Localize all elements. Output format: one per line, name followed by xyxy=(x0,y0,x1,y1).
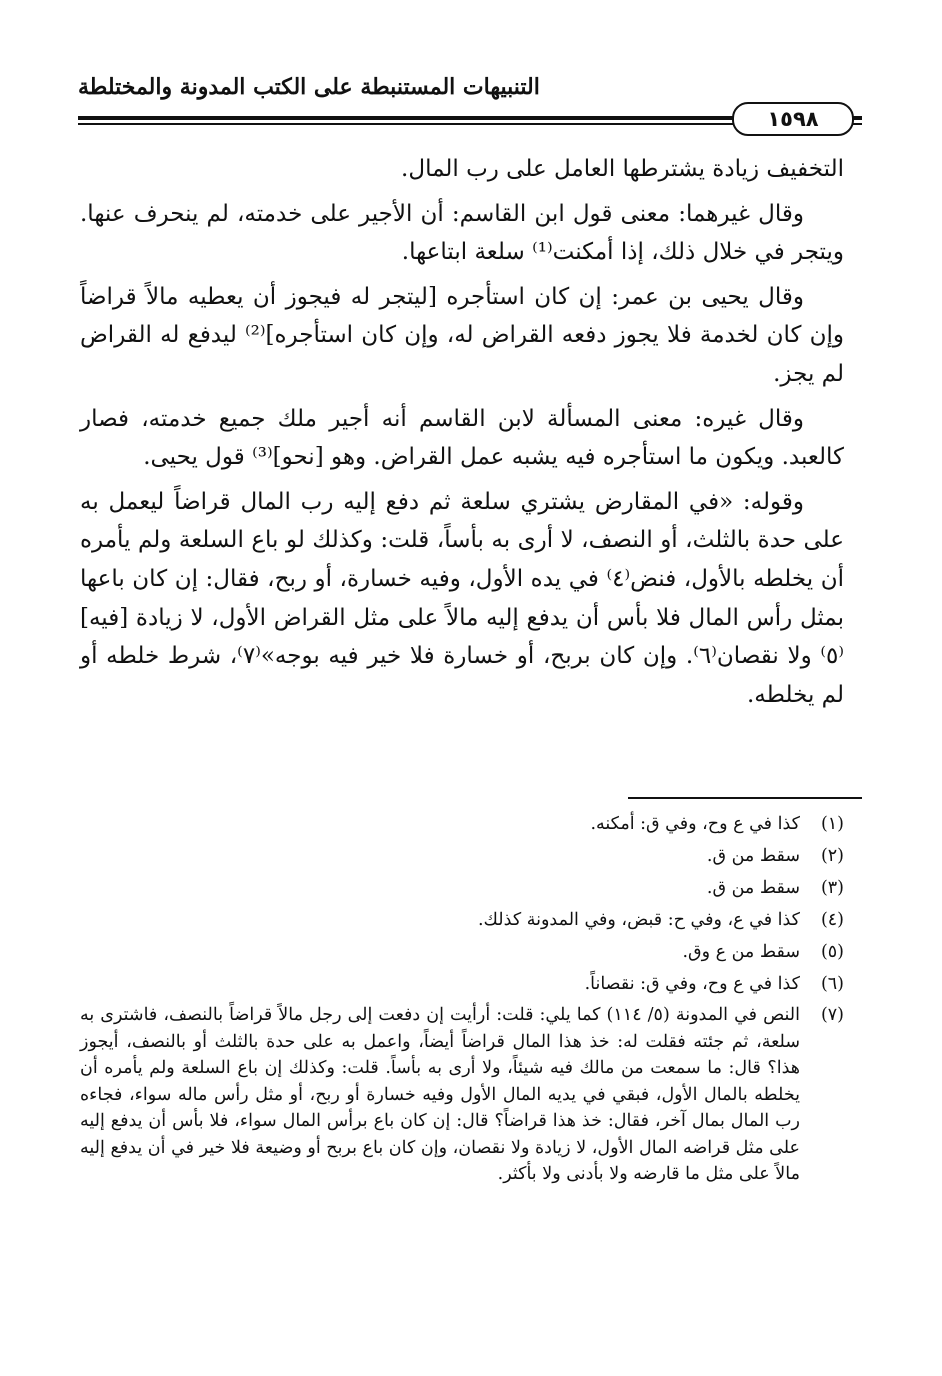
footnote-number: (٤) xyxy=(820,910,844,930)
footnote xyxy=(80,874,844,903)
footnote-text: كذا في ع وح، وفي ق: نقصاناً. xyxy=(584,974,800,994)
footnote xyxy=(80,842,844,871)
paragraph: وقال غيرهما: معنى قول ابن القاسم: أن الأجير على خدمته، لم ينحرف عنها. ويتجر في خلال ذلك، إذا أمكنت⁽¹⁾ سلعة ابتاعها. xyxy=(80,200,844,266)
footnote-number: (١) xyxy=(820,814,844,834)
footnote xyxy=(80,906,844,935)
main-text xyxy=(80,150,844,720)
footnote-text: سقط من ق. xyxy=(706,878,800,898)
page-number: ١٥٩٨ xyxy=(732,102,854,136)
footnote-text: سقط من ق. xyxy=(706,846,800,866)
footnote-number: (٢) xyxy=(820,846,844,866)
footnote-number: (٦) xyxy=(820,974,844,994)
running-title: التنبيهات المستنبطة على الكتب المدونة والمختلطة xyxy=(78,74,540,100)
footnote-number: (٥) xyxy=(820,942,844,962)
footnote-number: (٧) xyxy=(820,1005,844,1025)
footnote-separator xyxy=(628,797,862,799)
footnote xyxy=(80,938,844,967)
footnote xyxy=(80,970,844,999)
footnote xyxy=(80,1002,844,1188)
page-header xyxy=(78,72,862,131)
footnote-text: كذا في ع وح، وفي ق: أمكنه. xyxy=(590,814,800,834)
footnote-number: (٣) xyxy=(820,878,844,898)
paragraph: وقوله: «في المقارض يشتري سلعة ثم دفع إليه رب المال قراضاً ليعمل به على حدة بالثلث، أو النصف، لا أرى به بأساً، قلت: وكذلك لو باع السلعة ولم يأمره أن يخلطه بالأول، فنض⁽٤⁾ في يده الأول، وفيه خسارة، أو ربح، فقال: إن كان باعها بمثل رأس المال فلا بأس أن يدفع إليه مالاً على مثل القراض الأول، لا زيادة [فيه]⁽٥⁾ ولا نقصان⁽٦⁾. وإن كان بربح، أو خسارة فلا خير فيه بوجه»⁽٧⁾، شرط خلطه أو لم يخلطه. xyxy=(80,488,845,708)
paragraph: وقال يحيى بن عمر: إن كان استأجره [ليتجر له فيجوز أن يعطيه مالاً قراضاً وإن كان لخدمة فلا يجوز دفعه القراض له، وإن كان استأجره]⁽²⁾ ليدفع له القراض لم يجز. xyxy=(80,283,844,387)
footnote-text: سقط من ع وق. xyxy=(682,942,800,962)
paragraph: وقال غيره: معنى المسألة لابن القاسم أنه أجير ملك جميع خدمته، فصار كالعبد. ويكون ما استأجره فيه يشبه عمل القراض. وهو [نحو]⁽³⁾ قول يحيى. xyxy=(80,405,844,471)
footnote-text: النص في المدونة (٥/ ١١٤) كما يلي: قلت: أرأيت إن دفعت إلى رجل مالاً قراضاً بالنصف، فاشترى به سلعة، ثم جئته فقلت له: خذ هذا المال قراضاً أيضاً، واعمل به على حدة بالثلث أو بالنصف، أيجوز هذا؟ قال: ما سمعت من مالك فيه شيئاً، ولا أرى به بأساً. قلت: وكذلك إن باع السلعة ولم يأمره أن يخلطه بالمال الأول، فبقي في يديه المال الأول وفيه خسارة أو ربح، أو مثل رأس ماله سواء، فجاءه رب المال بمال آخر، فقال: خذ هذا قراضاً؟ قال: إن كان باع برأس المال سواء، فلا بأس أن يدفع إليه على مثل قراضه المال الأول، لا زيادة ولا نقصان، وإن كان باع بربح أو وضيعة فلا خير في أن يدفع إليه مالاً على مثل ما قارضه ولا بأدنى ولا بأكثر. xyxy=(80,1005,800,1184)
footnotes xyxy=(80,810,844,1191)
paragraph: التخفيف زيادة يشترطها العامل على رب المال. xyxy=(401,156,844,182)
footnote xyxy=(80,810,844,839)
footnote-text: كذا في ع، وفي ح: قبض، وفي المدونة كذلك. xyxy=(477,910,800,930)
